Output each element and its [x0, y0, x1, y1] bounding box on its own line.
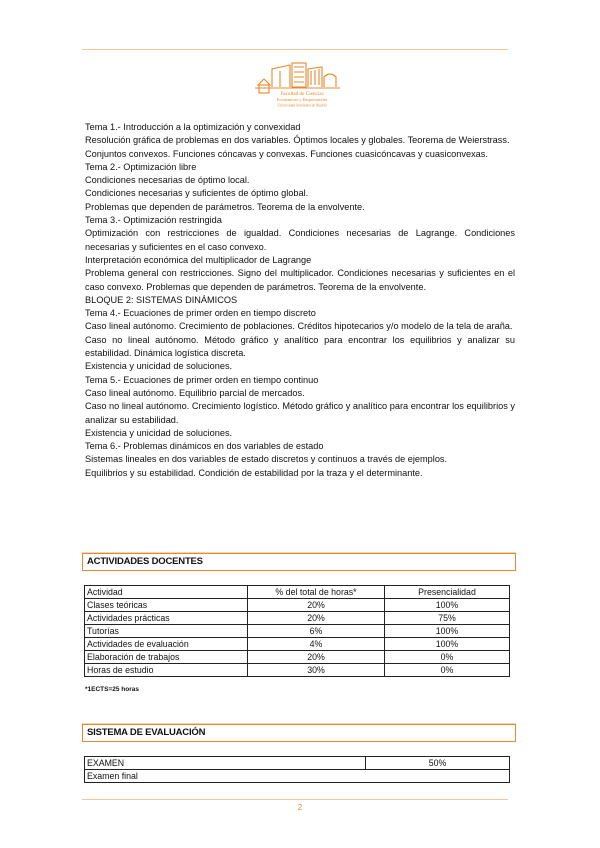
table-cell: 0% [385, 651, 510, 664]
section-title-evaluacion: SISTEMA DE EVALUACIÓN [82, 724, 516, 742]
table-cell: 4% [248, 638, 385, 651]
syllabus-line: Resolución gráfica de problemas en dos variables. Óptimos locales y globales. Teorema de Weierstrass. [85, 135, 510, 146]
table-cell: 20% [248, 651, 385, 664]
table-cell: 75% [385, 612, 510, 625]
ects-note: *1ECTS=25 horas [85, 686, 140, 693]
page-number: 2 [297, 803, 303, 812]
table-cell: Actividades de evaluación [85, 638, 248, 651]
syllabus-line: Tema 1.- Introducción a la optimización y convexidad [85, 122, 301, 132]
syllabus-line: Tema 5.- Ecuaciones de primer orden en tiempo continuo [85, 374, 319, 385]
faculty-logo [250, 57, 354, 109]
syllabus-line: Existencia y unicidad de soluciones. [85, 427, 233, 438]
table-row [85, 625, 510, 638]
syllabus-line: Tema 6.- Problemas dinámicos en dos variables de estado [85, 441, 324, 452]
table-cell: 0% [385, 664, 510, 677]
footer-rule [82, 799, 508, 800]
syllabus-line: Caso lineal autónomo. Equilibrio parcial de mercados. [85, 387, 305, 398]
syllabus-line: Condiciones necesarias de óptimo local. [85, 175, 250, 186]
table-cell: EXAMEN [85, 757, 366, 770]
table-cell: Clases teóricas [85, 599, 248, 612]
table-row [85, 651, 510, 664]
logo-line-3: Universidad Autónoma de Madrid [277, 103, 327, 108]
evaluacion-table [84, 756, 510, 783]
table-cell: 100% [385, 638, 510, 651]
table-row [85, 599, 510, 612]
syllabus-line: Optimización con restricciones de igualdad. Condiciones necesarias de Lagrange. Condiciones necesarias y suficientes en el caso convexo. [85, 228, 515, 252]
table-cell: Horas de estudio [85, 664, 248, 677]
table-row [85, 770, 510, 783]
syllabus-line: Problema general con restricciones. Signo del multiplicador. Condiciones necesarias y suficientes en el caso convexo. Problemas que dependen de parámetros. Teorema de la envolvente. [85, 268, 515, 292]
syllabus-line: Existencia y unicidad de soluciones. [85, 361, 233, 372]
syllabus-line: Problemas que dependen de parámetros. Teorema de la envolvente. [85, 201, 365, 212]
syllabus-line: Sistemas lineales en dos variables de estado discretos y continuos a través de ejemplos. [85, 454, 448, 465]
syllabus-line: Tema 3.- Optimización restringida [85, 215, 222, 226]
header-rule [82, 49, 508, 50]
syllabus-content [85, 121, 515, 480]
syllabus-line: Condiciones necesarias y suficientes de óptimo global. [85, 188, 309, 199]
syllabus-line: Interpretación económica del multiplicador de Lagrange [85, 254, 312, 265]
syllabus-line: Tema 2.- Optimización libre [85, 161, 197, 172]
syllabus-line: Caso no lineal autónomo. Crecimiento logístico. Método gráfico y analítico para encontrar los equilibrios y analizar su estabilidad. [85, 401, 515, 425]
syllabus-line: Tema 4.- Ecuaciones de primer orden en tiempo discreto [85, 308, 316, 319]
table-row [85, 638, 510, 651]
actividades-table [84, 585, 510, 677]
table-cell: Elaboración de trabajos [85, 651, 248, 664]
table-cell: 50% [366, 757, 510, 770]
syllabus-line: Caso no lineal autónomo. Método gráfico y analítico para encontrar los equilibrios y analizar su estabilidad. Dinámica logística discreta. [85, 334, 515, 359]
table-header-cell: % del total de horas* [248, 586, 385, 599]
logo-line-1: Facultad de Ciencias [280, 91, 324, 97]
syllabus-line: Caso lineal autónomo. Crecimiento de poblaciones. Créditos hipotecarios y/o modelo de la tela de araña. [85, 321, 513, 332]
syllabus-line: Equilibrios y su estabilidad. Condición de estabilidad por la traza y el determinante. [85, 467, 423, 478]
table-cell: 20% [248, 612, 385, 625]
table-cell: 20% [248, 599, 385, 612]
table-row [85, 612, 510, 625]
section-title-actividades: ACTIVIDADES DOCENTES [82, 553, 516, 571]
logo-line-2: Económicas y Empresariales [276, 97, 328, 102]
table-cell: 100% [385, 599, 510, 612]
table-header-cell: Presencialidad [385, 586, 510, 599]
syllabus-line: BLOQUE 2: SISTEMAS DINÁMICOS [85, 294, 238, 305]
table-cell: 6% [248, 625, 385, 638]
table-header-row [85, 586, 510, 599]
table-cell: Examen final [85, 770, 510, 783]
table-cell: Actividades prácticas [85, 612, 248, 625]
table-header-cell: Actividad [85, 586, 248, 599]
table-cell: 100% [385, 625, 510, 638]
syllabus-line: Conjuntos convexos. Funciones cóncavas y convexas. Funciones cuasicóncavas y cuasiconvexas. [85, 148, 488, 159]
table-row [85, 757, 510, 770]
table-cell: Tutorías [85, 625, 248, 638]
table-row [85, 664, 510, 677]
table-cell: 30% [248, 664, 385, 677]
